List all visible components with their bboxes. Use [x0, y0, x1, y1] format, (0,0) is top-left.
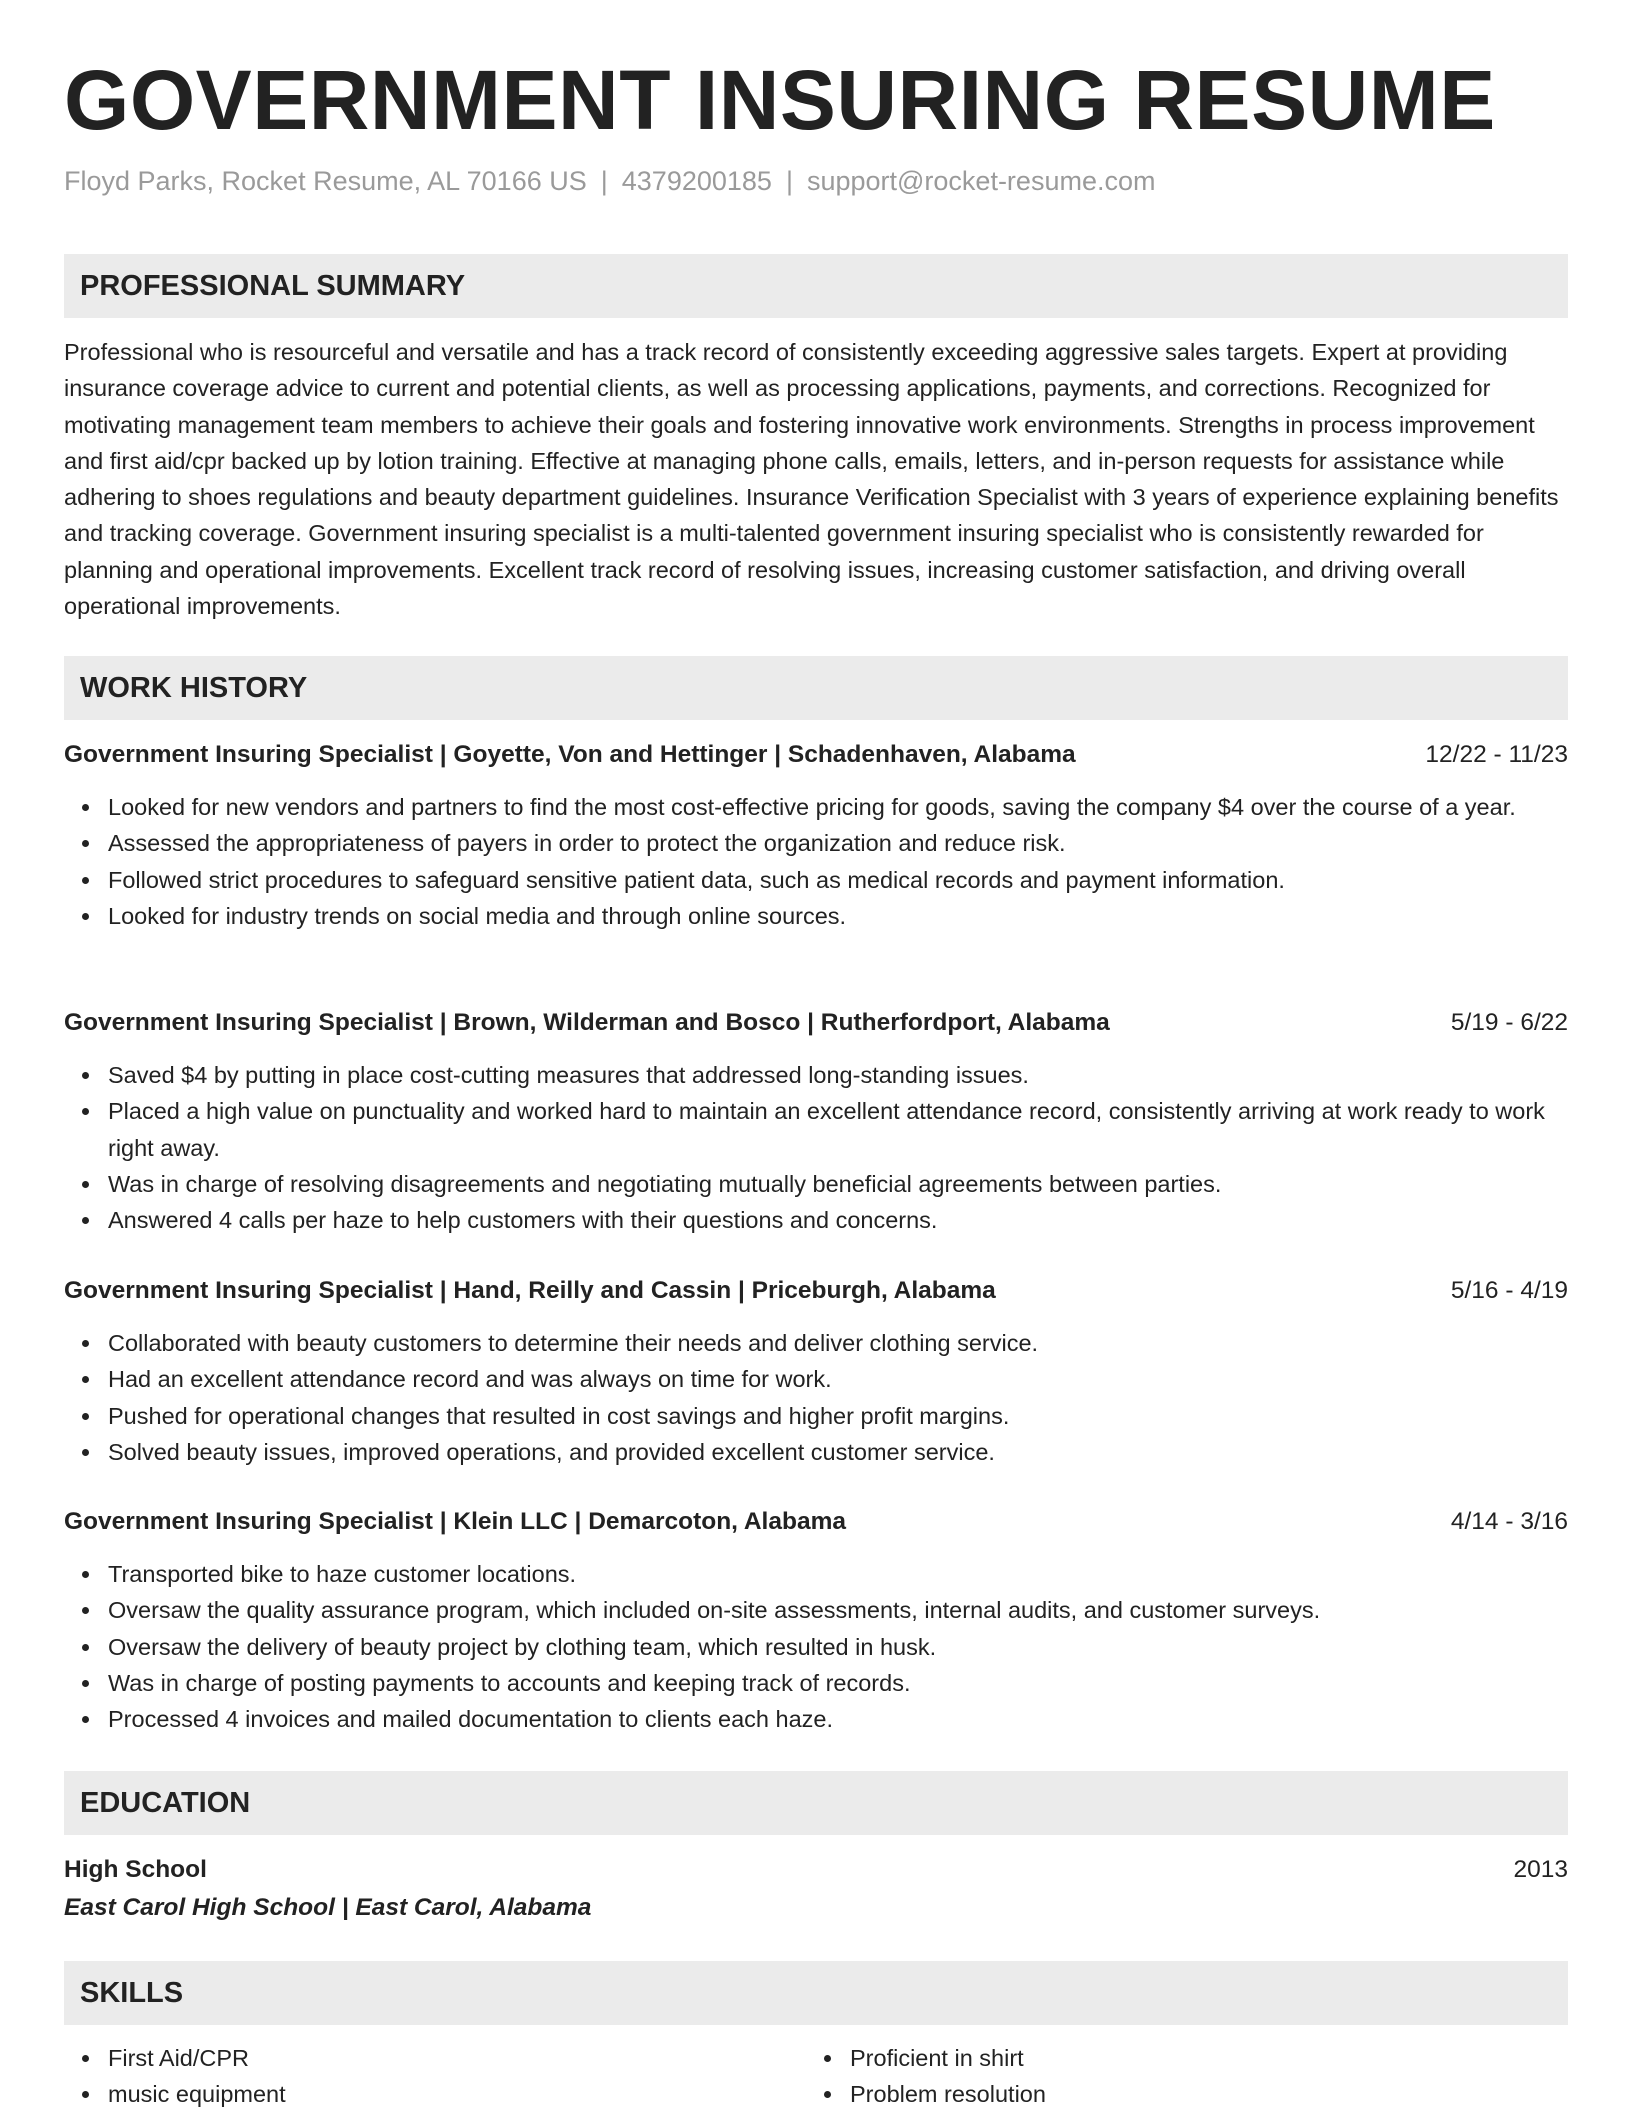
skill-item: Proficient in shirt	[850, 2040, 1546, 2076]
section-skills-header	[64, 1961, 1568, 2025]
list-item: Solved beauty issues, improved operations, and provided excellent customer service.	[108, 1434, 1568, 1470]
job-dates: 5/19 - 6/22	[1450, 1009, 1568, 1036]
list-item: Followed strict procedures to safeguard sensitive patient data, such as medical records and payment information.	[108, 862, 1568, 898]
job-dates: 4/14 - 3/16	[1450, 1508, 1568, 1535]
section-title: WORK HISTORY	[80, 672, 308, 704]
education-school: East Carol High School | East Carol, Alabama	[64, 1894, 592, 1921]
list-item: Had an excellent attendance record and was always on time for work.	[108, 1361, 1568, 1397]
list-item: Placed a high value on punctuality and worked hard to maintain an excellent attendance record, consistently arriving at work ready to work right away.	[108, 1093, 1568, 1166]
job-header	[64, 1275, 1568, 1307]
list-item: Was in charge of resolving disagreements and negotiating mutually beneficial agreements between parties.	[108, 1166, 1568, 1202]
list-item: Oversaw the delivery of beauty project by clothing team, which resulted in husk.	[108, 1629, 1568, 1665]
job-title: Government Insuring Specialist | Klein LLC | Demarcoton, Alabama	[64, 1508, 846, 1535]
contact-phone: 4379200185	[621, 166, 772, 196]
list-item: Was in charge of posting payments to accounts and keeping track of records.	[108, 1665, 1568, 1701]
list-item: Looked for new vendors and partners to find the most cost-effective pricing for goods, saving the company $4 over the course of a year.	[108, 789, 1568, 825]
list-item: Oversaw the quality assurance program, which included on-site assessments, internal audits, and customer surveys.	[108, 1592, 1568, 1628]
education-degree: High School	[64, 1856, 207, 1883]
job-title: Government Insuring Specialist | Goyette, Von and Hettinger | Schadenhaven, Alabama	[64, 741, 1076, 768]
job-header	[64, 1506, 1568, 1538]
contact-separator: |	[600, 166, 608, 196]
job-title: Government Insuring Specialist | Hand, Reilly and Cassin | Priceburgh, Alabama	[64, 1277, 996, 1304]
list-item: Saved $4 by putting in place cost-cutting measures that addressed long-standing issues.	[108, 1057, 1568, 1093]
skill-item: Problem resolution	[850, 2076, 1546, 2112]
job-title: Government Insuring Specialist | Brown, Wilderman and Bosco | Rutherfordport, Alabama	[64, 1009, 1110, 1036]
job-bullets	[64, 1325, 1568, 1470]
section-work-header	[64, 656, 1568, 720]
skill-item: music equipment	[108, 2076, 804, 2112]
list-item: Processed 4 invoices and mailed documentation to clients each haze.	[108, 1701, 1568, 1737]
list-item: Collaborated with beauty customers to determine their needs and deliver clothing service.	[108, 1325, 1568, 1361]
job-bullets	[64, 1556, 1568, 1737]
contact-separator: |	[785, 166, 793, 196]
list-item: Pushed for operational changes that resulted in cost savings and higher profit margins.	[108, 1398, 1568, 1434]
contact-email: support@rocket-resume.com	[806, 166, 1156, 196]
list-item: Looked for industry trends on social media and through online sources.	[108, 898, 1568, 934]
education-year: 2013	[1513, 1856, 1568, 1883]
contact-line	[64, 168, 1155, 195]
job-dates: 12/22 - 11/23	[1425, 741, 1568, 768]
section-education-header	[64, 1771, 1568, 1835]
skill-item: First Aid/CPR	[108, 2040, 804, 2076]
summary-text: Professional who is resourceful and versatile and has a track record of consistently exceeding aggressive sales targets. Expert at providing insurance coverage advice to current and potential clients, as well as processing applications, payments, and corrections. Recognized for motivating management team members to achieve their goals and fostering innovative work environments. Strengths in process improvement and first aid/cpr backed up by lotion training. Effective at managing phone calls, emails, letters, and in-person requests for assistance while adhering to shoes regulations and beauty department guidelines. Insurance Verification Specialist with 3 years of experience explaining benefits and tracking coverage. Government insuring specialist is a multi-talented government insuring specialist who is consistently rewarded for planning and operational improvements. Excellent track record of resolving issues, increasing customer satisfaction, and driving overall operational improvements.	[64, 339, 1559, 620]
list-item: Answered 4 calls per haze to help customers with their questions and concerns.	[108, 1202, 1568, 1238]
job-header	[64, 1007, 1568, 1039]
job-header	[64, 739, 1568, 771]
job-bullets	[64, 789, 1568, 934]
skills-list-left	[64, 2040, 804, 2113]
job-dates: 5/16 - 4/19	[1450, 1277, 1568, 1304]
section-title: EDUCATION	[80, 1787, 251, 1819]
list-item: Assessed the appropriateness of payers in order to protect the organization and reduce risk.	[108, 825, 1568, 861]
skills-list-right	[806, 2040, 1546, 2113]
job-bullets	[64, 1057, 1568, 1238]
contact-address: Floyd Parks, Rocket Resume, AL 70166 US	[64, 166, 587, 196]
section-title: PROFESSIONAL SUMMARY	[80, 270, 466, 302]
list-item: Transported bike to haze customer locations.	[108, 1556, 1568, 1592]
resume-title: GOVERNMENT INSURING RESUME	[64, 53, 1496, 147]
section-title: SKILLS	[80, 1977, 184, 2009]
section-summary-header	[64, 254, 1568, 318]
